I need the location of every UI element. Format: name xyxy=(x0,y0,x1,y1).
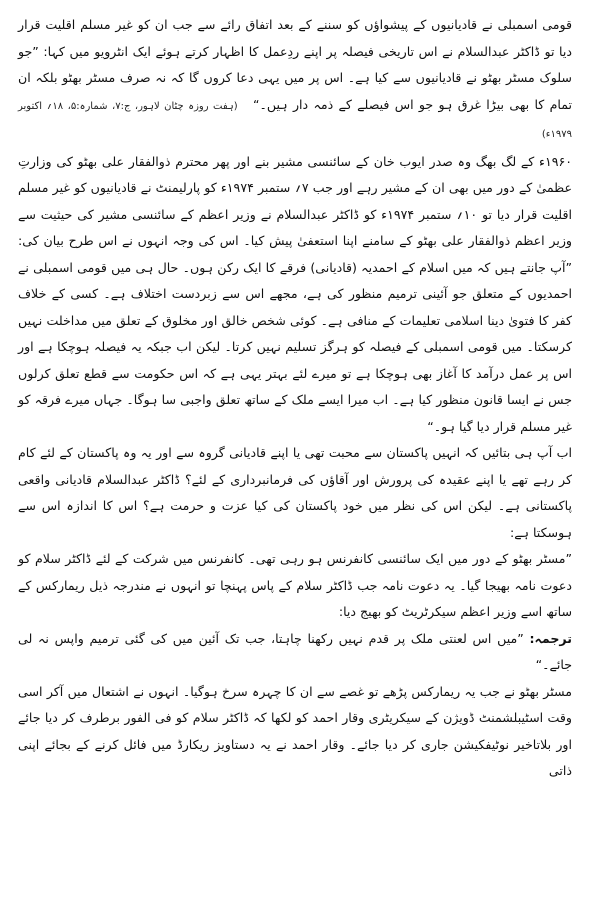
translation-paragraph xyxy=(18,626,572,679)
translation-text: ”میں اس لعنتی ملک پر قدم نہیں رکھنا چاہتا، جب تک آئین میں کی گئی ترمیم واپس نہ لی جائے۔“ xyxy=(18,630,572,672)
paragraph-2 xyxy=(18,149,572,441)
paragraph-6 xyxy=(18,679,572,785)
paragraph-6-text: مسٹر بھٹو نے جب یہ ریمارکس پڑھے تو غصے سے ان کا چہرہ سرخ ہوگیا۔ انہوں نے اشتعال میں آکر اسی وقت اسٹیبلشمنٹ ڈویژن کے سیکریٹری وقار احمد کو لکھا کہ ڈاکٹر سلام کو فی الفور برطرف کر دیا جائے اور بلاتاخیر نوٹیفکیشن جاری کر دیا جائے۔ وقار احمد نے یہ دستاویز ریکارڈ میں فائل کرنے کے بجائے اپنی ذاتی xyxy=(18,683,572,778)
paragraph-3-text: اب آپ ہی بتائیں کہ انہیں پاکستان سے محبت تھی یا اپنے قادیانی گروہ سے اور یہ وہ پاکستان کے لئے کام کر رہے تھے یا اپنے عقیدہ کی پرورش اور آقاؤں کی فرمانبرداری کے لئے؟ ڈاکٹر عبدالسلام قادیانی واقعی پاکستانی ہے۔ لیکن اس کی نظر میں خود پاکستان کی کیا عزت و حرمت ہے؟ اس کا اندازہ اس سے ہوسکتا ہے: xyxy=(18,445,572,540)
document-page xyxy=(18,12,572,891)
paragraph-1-text: قومی اسمبلی نے قادیانیوں کے پیشواؤں کو سننے کے بعد اتفاق رائے سے جب ان کو غیر مسلم اقلیت قرار دیا تو ڈاکٹر عبدالسلام نے اس تاریخی فیصلہ پر اپنے ردِعمل کا اظہار کرتے ہوئے ایک انٹرویو میں کہا: ”جو سلوک مسٹر بھٹو نے قادیانیوں سے کیا ہے۔ اس پر میں یہی دعا کروں گا کہ نہ صرف مسٹر بھٹو بلکہ ان تمام کا بھی بیڑا غرق ہو جو اس فیصلے کے ذمہ دار ہیں۔“ xyxy=(18,17,573,112)
translation-label: ترجمہ: xyxy=(529,630,572,646)
paragraph-3 xyxy=(18,440,572,546)
paragraph-1 xyxy=(18,12,572,149)
quoted-paragraph xyxy=(18,546,572,626)
quoted-paragraph-text: ”مسٹر بھٹو کے دور میں ایک سائنسی کانفرنس ہو رہی تھی۔ کانفرنس میں شرکت کے لئے ڈاکٹر سلام کو دعوت نامہ بھیجا گیا۔ یہ دعوت نامہ جب ڈاکٹر سلام کے پاس پہنچا تو انہوں نے مندرجہ ذیل ریمارکس کے ساتھ اسے وزیر اعظم سیکرٹریٹ کو بھیج دیا: xyxy=(18,551,572,619)
paragraph-2-text: ۱۹۶۰ء کے لگ بھگ وہ صدر ایوب خان کے سائنسی مشیر بنے اور پھر محترم ذوالفقار علی بھٹو کی وزارتِ عظمیٰ کے دور میں بھی ان کے مشیر رہے اور جب ۷؍ ستمبر ۱۹۷۴ء کو پارلیمنٹ نے قادیانیوں کو غیر مسلم اقلیت قرار دیا تو ۱۰؍ ستمبر ۱۹۷۴ء کو ڈاکٹر عبدالسلام نے وزیر اعظم کے سائنسی مشیر کی حیثیت سے وزیر اعظم ذوالفقار علی بھٹو کے سامنے اپنا استعفیٰ پیش کیا۔ اس کی وجہ انہوں نے اس طرح بیان کی: ”آپ جانتے ہیں کہ میں اسلام کے احمدیہ (قادیانی) فرقے کا ایک رکن ہوں۔ حال ہی میں قومی اسمبلی نے احمدیوں کے متعلق جو آئینی ترمیم منظور کی ہے، مجھے اس سے زبردست اختلاف ہے۔ کسی کے خلاف کفر کا فتویٰ دینا اسلامی تعلیمات کے منافی ہے۔ کوئی شخص خالق اور مخلوق کے تعلق میں مداخلت نہیں کرسکتا۔ میں قومی اسمبلی کے فیصلہ کو ہرگز تسلیم نہیں کرتا۔ لیکن اب جبکہ یہ فیصلہ ہوچکا ہے اور اس پر عمل درآمد کا آغاز بھی ہوچکا ہے تو میرے لئے بہتر یہی ہے کہ اس حکومت سے قطع تعلق کرلوں جس نے ایسا قانون منظور کیا ہے۔ اب میرا ایسے ملک کے ساتھ تعلق واجبی سا ہوگا۔ جہاں میرے فرقہ کو غیر مسلم قرار دیا گیا ہو۔“ xyxy=(18,153,572,434)
source-citation: (ہفت روزہ چٹان لاہور، ج:۷، شمارہ:۵، ۱۸؍ اکتوبر ۱۹۷۹ء) xyxy=(18,100,572,140)
